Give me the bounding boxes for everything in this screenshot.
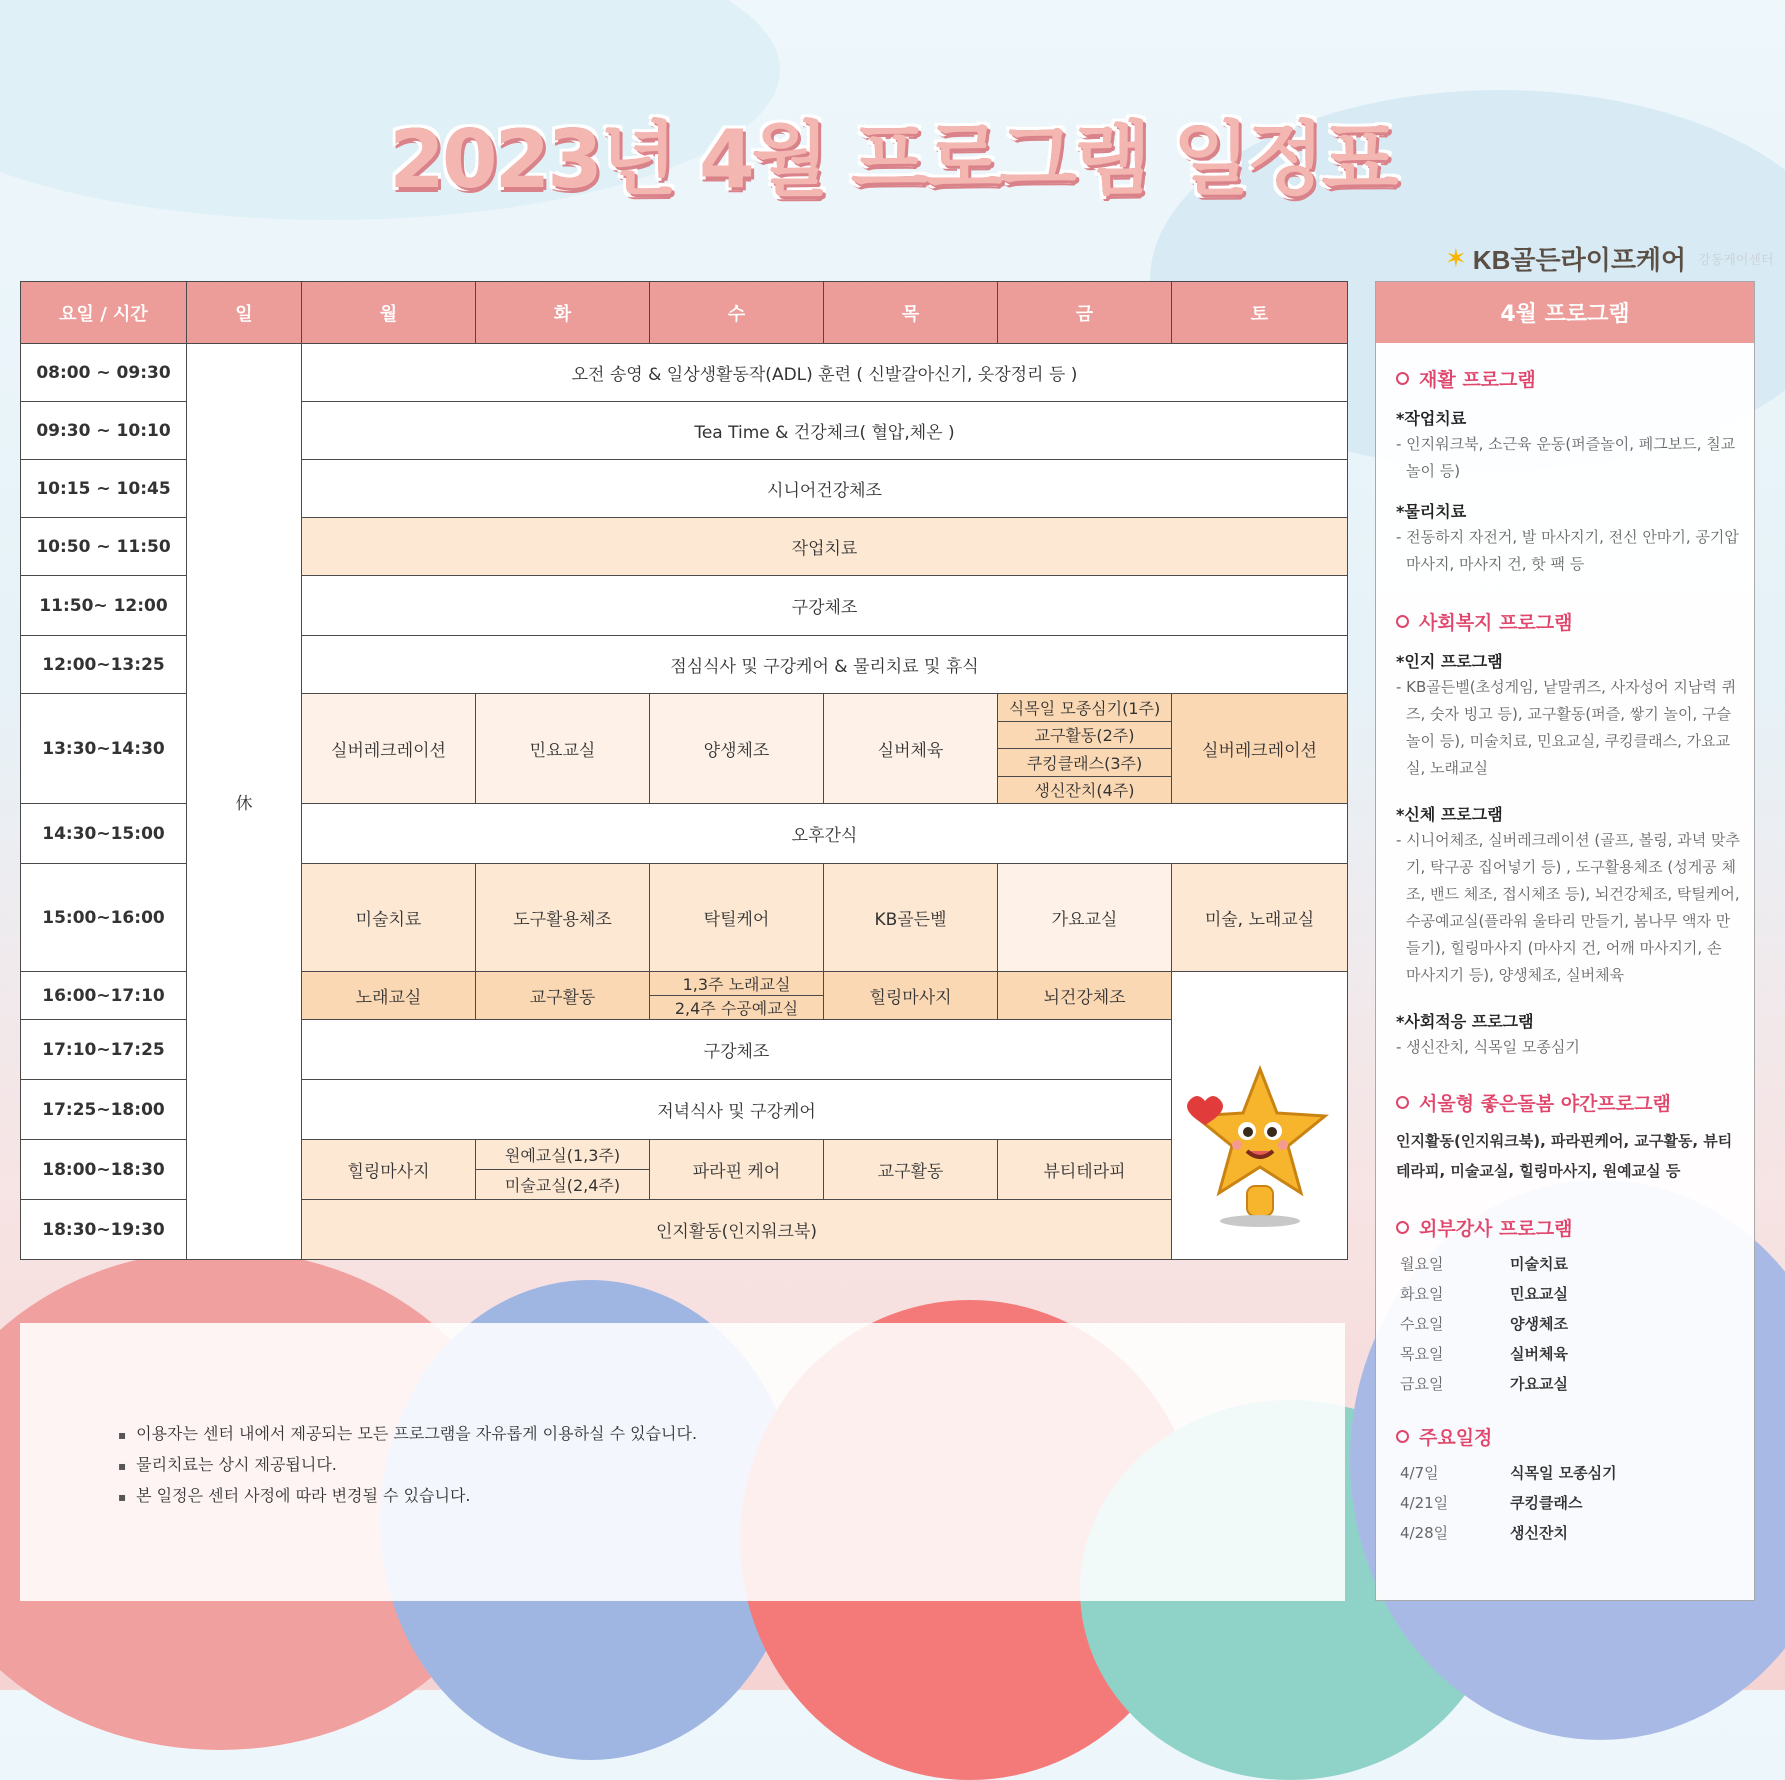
- program-cell: 힐링마사지: [302, 1140, 476, 1200]
- program-label: 가요교실: [1510, 1375, 1568, 1393]
- tuesday-weekly-cell: [476, 1140, 650, 1200]
- weekly-program: 식목일 모종심기(1주): [998, 694, 1171, 722]
- note-item: ▪ 물리치료는 상시 제공됩니다.: [118, 1450, 697, 1481]
- time-cell: 10:15 ~ 10:45: [21, 460, 187, 518]
- section-title-external: [1396, 1214, 1740, 1241]
- mascot-cell: [1172, 972, 1348, 1260]
- program-label: 실버체육: [1510, 1345, 1568, 1363]
- day-label: 화요일: [1400, 1285, 1444, 1303]
- section-title-rehab: [1396, 365, 1740, 392]
- notes-panel: [20, 1323, 1345, 1601]
- table-header-row: [21, 282, 1348, 344]
- time-cell: 17:10~17:25: [21, 1020, 187, 1080]
- list-item: [1396, 1458, 1740, 1488]
- friday-weekly-cell: [998, 694, 1172, 804]
- weekly-program: 1,3주 노래교실: [650, 972, 823, 996]
- note-item: ▪ 본 일정은 센터 사정에 따라 변경될 수 있습니다.: [118, 1481, 697, 1512]
- time-cell: 09:30 ~ 10:10: [21, 402, 187, 460]
- program-cell: 탁틸케어: [650, 864, 824, 972]
- day-label: 수요일: [1400, 1315, 1444, 1333]
- program-cell: 교구활동: [824, 1140, 998, 1200]
- sub-desc: - 인지워크북, 소근육 운동(퍼즐놀이, 페그보드, 칠교놀이 등): [1396, 435, 1736, 480]
- program-cell: 노래교실: [302, 972, 476, 1020]
- program-cell: 미술, 노래교실: [1172, 864, 1348, 972]
- star-mascot-icon: [1185, 1061, 1335, 1231]
- section-title-text: 주요일정: [1419, 1427, 1493, 1449]
- note-item: ▪ 이용자는 센터 내에서 제공되는 모든 프로그램을 자유롭게 이용하실 수 있습니다.: [118, 1419, 697, 1450]
- header-thu: 목: [824, 282, 998, 344]
- program-label: 양생체조: [1510, 1315, 1568, 1333]
- sidebar-header: 4월 프로그램: [1376, 282, 1754, 343]
- time-cell: 12:00~13:25: [21, 636, 187, 694]
- time-cell: 11:50~ 12:00: [21, 576, 187, 636]
- section-title-text: 재활 프로그램: [1419, 369, 1536, 391]
- list-item: [1396, 1279, 1740, 1309]
- section-title-text: 서울형 좋은돌봄 야간프로그램: [1419, 1093, 1671, 1115]
- ring-bullet-icon: [1396, 1430, 1409, 1443]
- section-title-welfare: [1396, 608, 1740, 635]
- program-cell: 힐링마사지: [824, 972, 998, 1020]
- program-cell: 뷰티테라피: [998, 1140, 1172, 1200]
- program-cell: 오전 송영 & 일상생활동작(ADL) 훈련 ( 신발갈아신기, 옷장정리 등 ): [302, 344, 1348, 402]
- program-cell: Tea Time & 건강체크( 혈압,체온 ): [302, 402, 1348, 460]
- program-cell: 점심식사 및 구강케어 & 물리치료 및 휴식: [302, 636, 1348, 694]
- day-label: 목요일: [1400, 1345, 1444, 1363]
- events-list: [1396, 1458, 1740, 1548]
- header-time: 요일 / 시간: [21, 282, 187, 344]
- sub-title: *인지 프로그램: [1396, 652, 1503, 671]
- wednesday-weekly-cell: [650, 972, 824, 1020]
- brand-logo: [1445, 240, 1774, 277]
- table-row: [21, 344, 1348, 402]
- sub-title: *사회적응 프로그램: [1396, 1012, 1534, 1031]
- header-fri: 금: [998, 282, 1172, 344]
- schedule-table: [20, 281, 1348, 1260]
- program-cell: 미술치료: [302, 864, 476, 972]
- event-label: 생신잔치: [1510, 1524, 1568, 1542]
- list-item: [1396, 1518, 1740, 1548]
- list-item: [1396, 1488, 1740, 1518]
- external-list: [1396, 1249, 1740, 1399]
- weekly-program: 원예교실(1,3주): [476, 1140, 649, 1170]
- program-cell: 뇌건강체조: [998, 972, 1172, 1020]
- weekly-program: 교구활동(2주): [998, 722, 1171, 750]
- program-cell: 양생체조: [650, 694, 824, 804]
- ring-bullet-icon: [1396, 1221, 1409, 1234]
- brand-name: KB골든라이프케어: [1472, 245, 1687, 275]
- weekly-program: 쿠킹클래스(3주): [998, 749, 1171, 777]
- date-label: 4/7일: [1400, 1464, 1439, 1482]
- kb-star-icon: ✶: [1445, 243, 1467, 274]
- event-label: 쿠킹클래스: [1510, 1494, 1583, 1512]
- sub-title: *물리치료: [1396, 502, 1467, 521]
- list-item: [1396, 1309, 1740, 1339]
- sunday-rest-cell: 休: [187, 344, 302, 1260]
- program-cell: 인지활동(인지워크북): [302, 1200, 1172, 1260]
- date-label: 4/28일: [1400, 1524, 1449, 1542]
- weekly-program: 미술교실(2,4주): [504, 1176, 621, 1195]
- program-sidebar: [1375, 281, 1755, 1601]
- list-item: [1396, 1339, 1740, 1369]
- time-cell: 13:30~14:30: [21, 694, 187, 804]
- program-cell: 실버체육: [824, 694, 998, 804]
- header-mon: 월: [302, 282, 476, 344]
- program-cell: 파라핀 케어: [650, 1140, 824, 1200]
- ring-bullet-icon: [1396, 1096, 1409, 1109]
- header-wed: 수: [650, 282, 824, 344]
- day-label: 금요일: [1400, 1375, 1444, 1393]
- program-cell: KB골든벨: [824, 864, 998, 972]
- program-label: 민요교실: [1510, 1285, 1568, 1303]
- date-label: 4/21일: [1400, 1494, 1449, 1512]
- program-cell: 저녁식사 및 구강케어: [302, 1080, 1172, 1140]
- time-cell: 18:30~19:30: [21, 1200, 187, 1260]
- sub-title: *작업치료: [1396, 409, 1467, 428]
- page-title: 2023년 4월 프로그램 일정표: [389, 113, 1396, 206]
- day-label: 월요일: [1400, 1255, 1444, 1273]
- time-cell: 16:00~17:10: [21, 972, 187, 1020]
- sub-desc: - 생신잔치, 식목일 모종심기: [1396, 1038, 1580, 1056]
- event-label: 식목일 모종심기: [1510, 1464, 1617, 1482]
- night-program-desc: 인지활동(인지워크북), 파라핀케어, 교구활동, 뷰티테라피, 미술교실, 힐링마사지, 원예교실 등: [1396, 1132, 1733, 1180]
- section-title-events: [1396, 1423, 1740, 1450]
- time-cell: 10:50 ~ 11:50: [21, 518, 187, 576]
- header-sat: 토: [1172, 282, 1348, 344]
- section-title-text: 외부강사 프로그램: [1419, 1218, 1573, 1240]
- program-cell: 가요교실: [998, 864, 1172, 972]
- program-cell: 구강체조: [302, 1020, 1172, 1080]
- sub-desc: - 시니어체조, 실버레크레이션 (골프, 볼링, 과녁 맞추기, 탁구공 집어넣기 등) , 도구활용체조 (성게공 체조, 밴드 체조, 접시체조 등), 뇌건강체조, 탁틸케어, 수공예교실(플라워 울타리 만들기, 봄나무 액자 만들기), 힐링마사지 (마사지 건, 어깨 마사지기, 손 마사지기 등), 양생체조, 실버체육: [1396, 831, 1740, 984]
- program-cell: 도구활용체조: [476, 864, 650, 972]
- section-title-text: 사회복지 프로그램: [1419, 612, 1573, 634]
- notes-list: [118, 1419, 697, 1512]
- weekly-program: 2,4주 수공예교실: [674, 999, 799, 1018]
- header-tue: 화: [476, 282, 650, 344]
- sub-title: *신체 프로그램: [1396, 805, 1503, 824]
- program-cell: 교구활동: [476, 972, 650, 1020]
- weekly-program: 생신잔치(4주): [1034, 781, 1135, 801]
- list-item: [1396, 1249, 1740, 1279]
- program-cell: 오후간식: [302, 804, 1348, 864]
- header-sun: 일: [187, 282, 302, 344]
- list-item: [1396, 1369, 1740, 1399]
- program-cell: 실버레크레이션: [302, 694, 476, 804]
- brand-branch: 강동케어센터: [1698, 253, 1774, 268]
- ring-bullet-icon: [1396, 372, 1409, 385]
- program-label: 미술치료: [1510, 1255, 1568, 1273]
- time-cell: 17:25~18:00: [21, 1080, 187, 1140]
- section-title-night: [1396, 1089, 1740, 1116]
- program-cell: 실버레크레이션: [1172, 694, 1348, 804]
- program-cell: 작업치료: [302, 518, 1348, 576]
- time-cell: 08:00 ~ 09:30: [21, 344, 187, 402]
- time-cell: 14:30~15:00: [21, 804, 187, 864]
- time-cell: 18:00~18:30: [21, 1140, 187, 1200]
- ring-bullet-icon: [1396, 615, 1409, 628]
- program-cell: 시니어건강체조: [302, 460, 1348, 518]
- time-cell: 15:00~16:00: [21, 864, 187, 972]
- program-cell: 민요교실: [476, 694, 650, 804]
- sub-desc: - 전동하지 자전거, 발 마사지기, 전신 안마기, 공기압 마사지, 마사지 건, 핫 팩 등: [1396, 528, 1739, 573]
- program-cell: 구강체조: [302, 576, 1348, 636]
- sub-desc: - KB골든벨(초성게임, 낱말퀴즈, 사자성어 지남력 퀴즈, 숫자 빙고 등), 교구활동(퍼즐, 쌓기 놀이, 구슬놀이 등), 미술치료, 민요교실, 쿠킹클래스, 가요교실, 노래교실: [1396, 678, 1737, 777]
